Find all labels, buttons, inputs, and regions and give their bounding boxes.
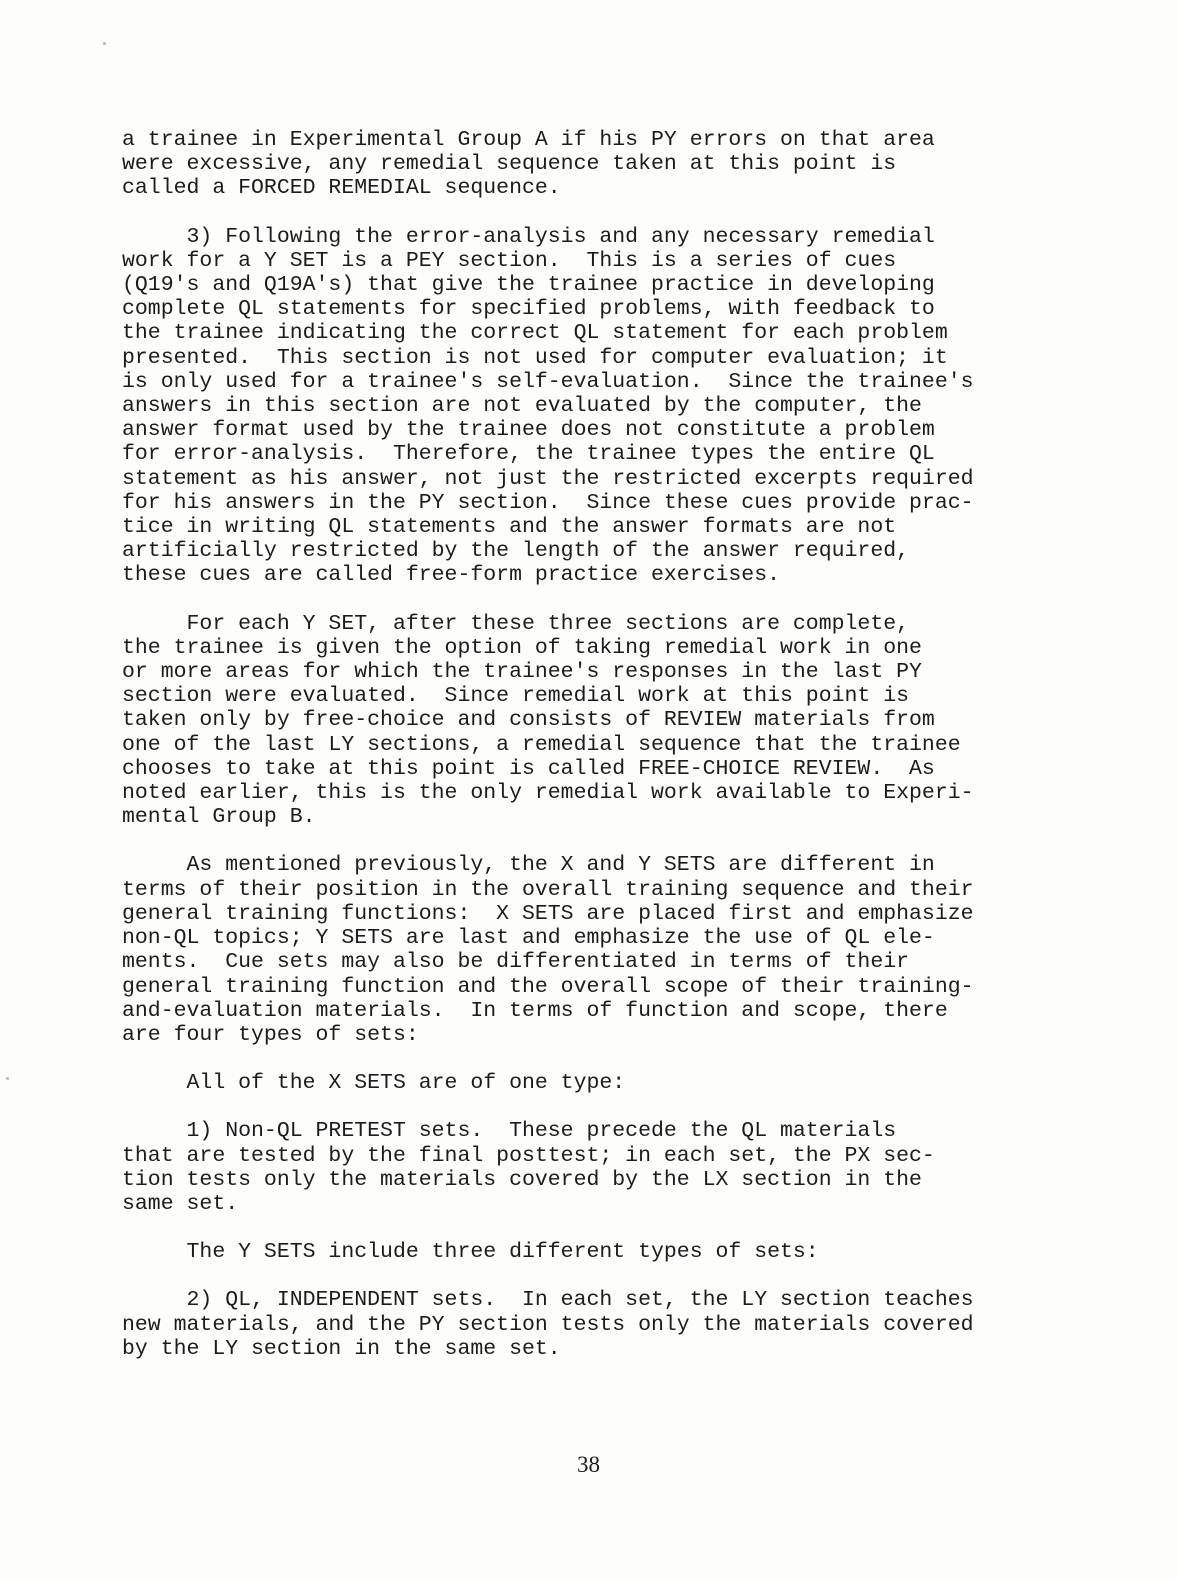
paragraph-y-sets-types: The Y SETS include three different types of sets: [122, 1240, 819, 1265]
paragraph-forced-remedial: a trainee in Experimental Group A if his PY errors on that area were excessive, any remedial sequence taken at this point is called a FORCED REMEDIAL sequence. [122, 128, 935, 201]
paragraph-set-differences: As mentioned previously, the X and Y SETS are different in terms of their position in the overall training sequence and their general training functions: X SETS are placed first and emphasize non-QL topics; Y SETS are last and emphasize the use of QL ele- ments. Cue sets may also be differentiated in terms of their general training function and the overall scope of their training- and-evaluation materials. In terms of function and scope, there are four types of sets: [122, 853, 974, 1047]
body-text [122, 128, 1082, 1385]
page-number: 38 [577, 1452, 600, 1477]
paragraph-independent-sets: 2) QL, INDEPENDENT sets. In each set, the LY section teaches new materials, and the PY section tests only the materials covered by the LY section in the same set. [122, 1288, 974, 1361]
paragraph-free-choice-review: For each Y SET, after these three sections are complete, the trainee is given the option of taking remedial work in one or more areas for which the trainee's responses in the last PY section were evaluated. Since remedial work at this point is taken only by free-choice and consists of REVIEW materials from one of the last LY sections, a remedial sequence that the trainee chooses to take at this point is called FREE-CHOICE REVIEW. As noted earlier, this is the only remedial work available to Experi- mental Group B. [122, 611, 974, 830]
paragraph-pey-section: 3) Following the error-analysis and any necessary remedial work for a Y SET is a PEY section. This is a series of cues (Q19's and Q19A's) that give the trainee practice in developing complete QL statements for specified problems, with feedback to the trainee indicating the correct QL statement for each problem presented. This section is not used for computer evaluation; it is only used for a trainee's self-evaluation. Since the trainee's answers in this section are not evaluated by the computer, the answer format used by the trainee does not constitute a problem for error-analysis. Therefore, the trainee types the entire QL statement as his answer, not just the restricted excerpts required for his answers in the PY section. Since these cues provide prac- tice in writing QL statements and the answer formats are not artificially restricted by the length of the answer required, these cues are called free-form practice exercises. [122, 224, 974, 588]
scan-speck [103, 42, 106, 45]
paragraph-pretest-sets: 1) Non-QL PRETEST sets. These precede the QL materials that are tested by the final posttest; in each set, the PX sec- tion tests only the materials covered by the LX section in the same set. [122, 1119, 935, 1216]
scan-speck [6, 1077, 9, 1080]
paragraph-x-sets-type: All of the X SETS are of one type: [122, 1071, 626, 1096]
